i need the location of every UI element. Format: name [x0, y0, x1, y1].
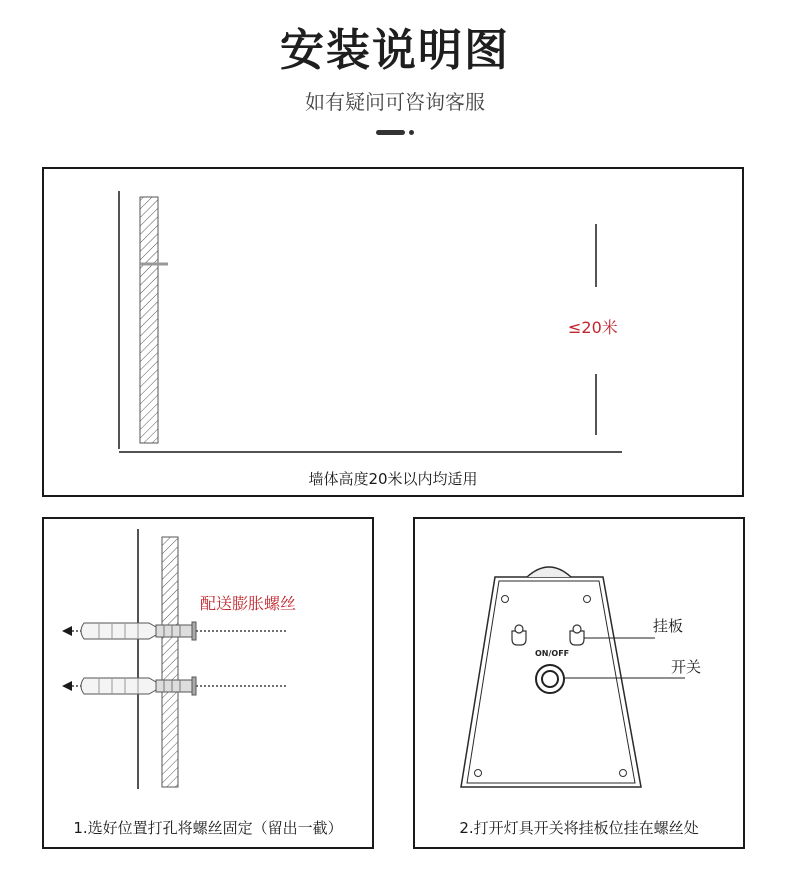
- bracket-label: 挂板: [653, 617, 684, 635]
- bracket-top: [527, 567, 571, 577]
- step2-diagram: [415, 519, 743, 847]
- screw-note: 配送膨胀螺丝: [200, 594, 297, 613]
- page-title: 安装说明图: [280, 25, 510, 76]
- step1-diagram: [44, 519, 372, 847]
- page-subtitle: 如有疑问可咨询客服: [305, 90, 485, 114]
- wall-hatch: [162, 537, 178, 787]
- switch-inner: [542, 671, 558, 687]
- wall-height-caption: 墙体高度20米以内均适用: [308, 470, 478, 488]
- step1-caption: 1.选好位置打孔将螺丝固定（留出一截）: [73, 819, 343, 837]
- distance-label: ≤20米: [568, 318, 618, 337]
- expansion-screw-2: [62, 677, 288, 695]
- step1-panel: [42, 517, 374, 849]
- wall-hatch: [140, 197, 158, 443]
- switch-label: 开关: [671, 658, 702, 676]
- step2-panel: [413, 517, 745, 849]
- step2-caption: 2.打开灯具开关将挂板位挂在螺丝处: [459, 819, 699, 837]
- wall-height-diagram: [44, 169, 742, 495]
- wall-height-panel: [42, 167, 744, 497]
- expansion-screw-1: [62, 622, 288, 640]
- divider-bar: [376, 130, 405, 135]
- onoff-text: ON/OFF: [535, 649, 570, 658]
- divider-dot: [409, 130, 414, 135]
